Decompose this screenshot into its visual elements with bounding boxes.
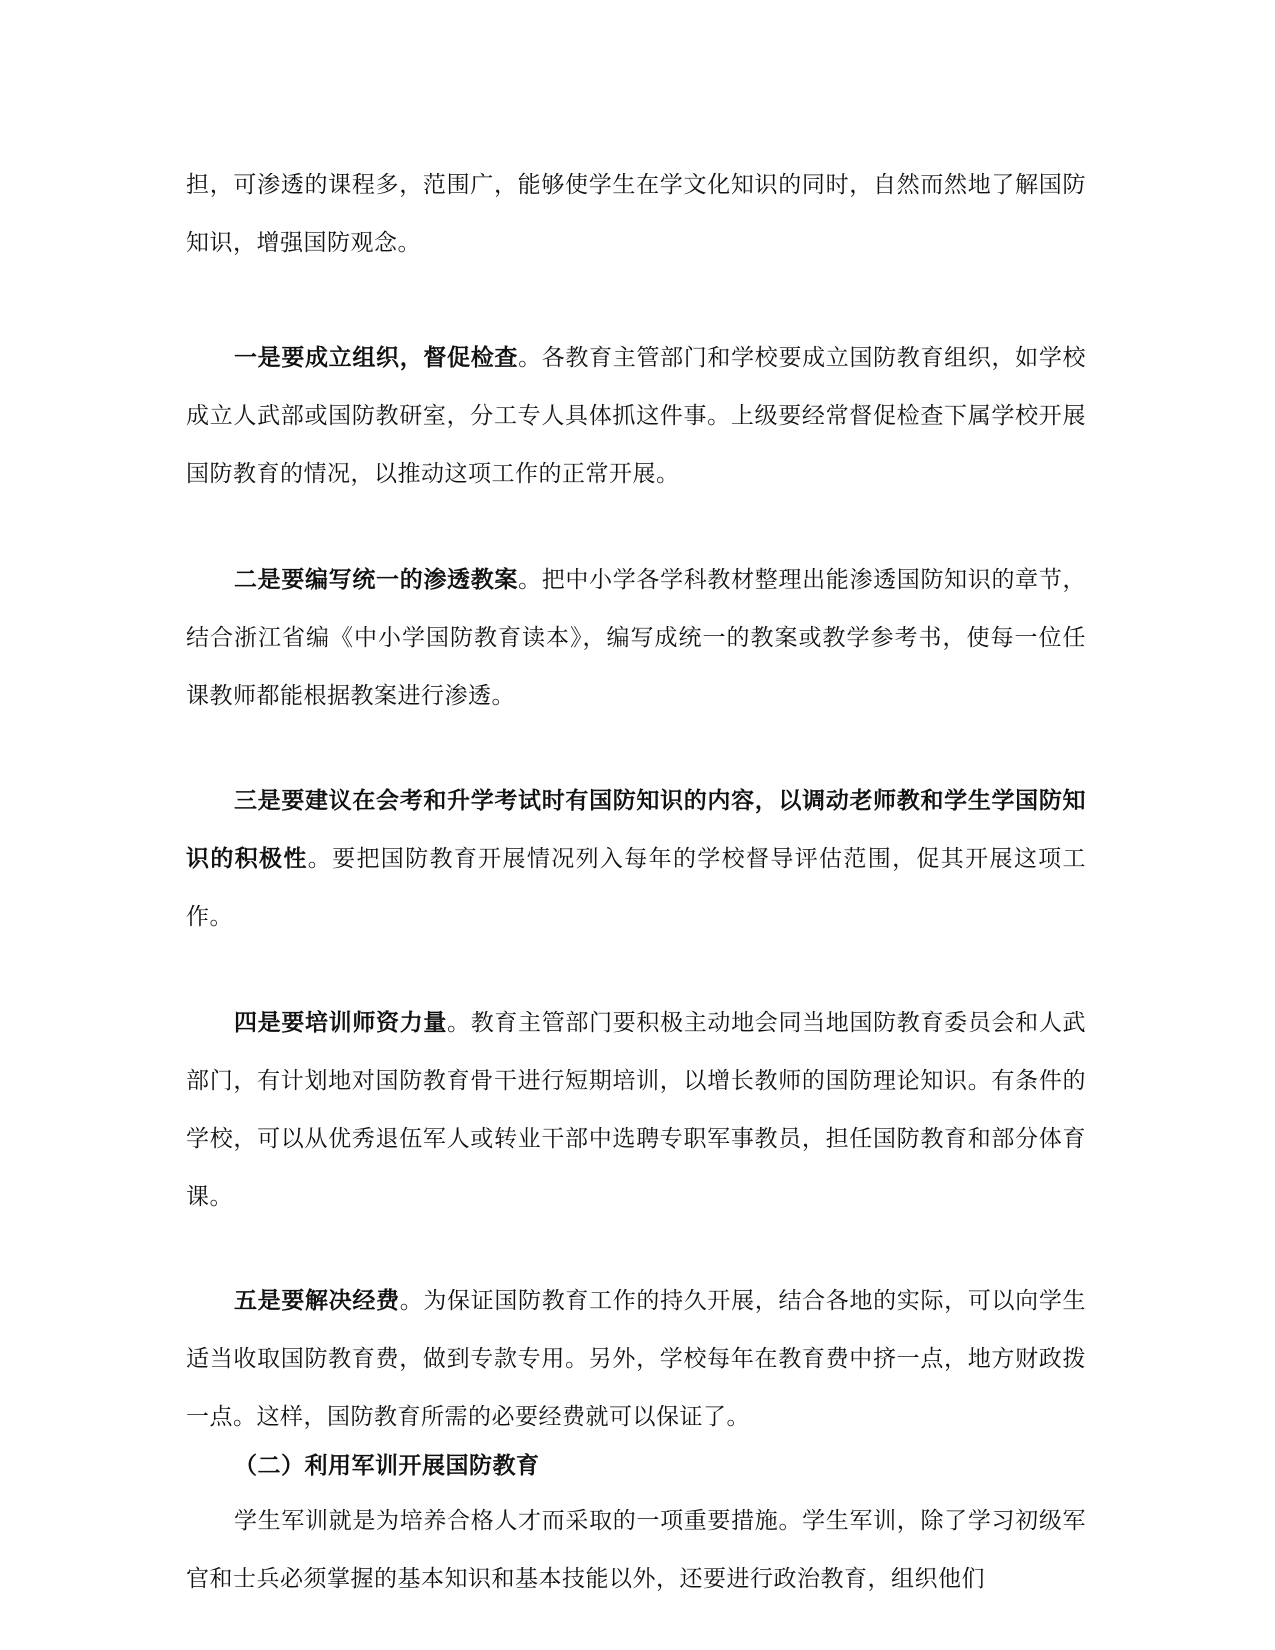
paragraph-text: 学生军训就是为培养合格人才而采取的一项重要措施。学生军训，除了学习初级军官和士兵必须掌握的基本知识和基本技能以外，还要进行政治教育，组织他们 <box>186 1508 1086 1592</box>
paragraph-text: 。把中小学各学科教材整理出能渗透国防知识的章节，结合浙江省编《中小学国防教育读本》，编写成统一的教案或教学参考书，使每一位任课教师都能根据教案进行渗透。 <box>186 567 1087 709</box>
paragraph-continuation <box>186 156 1086 272</box>
paragraph-unified-lesson-plans <box>186 551 1086 725</box>
paragraph-text: 。各教育主管部门和学校要成立国防教育组织，如学校成立人武部或国防教研室，分工专人具体抓这件事。上级要经常督促检查下属学校开展国防教育的情况，以推动这项工作的正常开展。 <box>186 345 1087 487</box>
paragraph-military-training <box>186 1492 1086 1608</box>
section-heading: （二）利用军训开展国防教育 <box>234 1452 540 1479</box>
paragraph-lead: 二是要编写统一的渗透教案 <box>234 566 519 593</box>
paragraph-lead: 五是要解决经费 <box>234 1287 400 1314</box>
paragraph-funding <box>186 1272 1086 1446</box>
paragraph-lead: 三是要建议在会考和升学考试时有国防知识的内容，以调动老师教和学生学国防知识的积极性 <box>186 787 1086 872</box>
paragraph-lead: 四是要培训师资力量 <box>234 1009 448 1036</box>
paragraph-text: 。为保证国防教育工作的持久开展，结合各地的实际，可以向学生适当收取国防教育费，做到专款专用。另外，学校每年在教育费中挤一点，地方财政拨一点。这样，国防教育所需的必要经费就可以保证了。 <box>186 1288 1087 1430</box>
paragraph-exam-content <box>186 772 1086 946</box>
paragraph-lead: 一是要成立组织，督促检查 <box>234 344 519 371</box>
paragraph-text: 。要把国防教育开展情况列入每年的学校督导评估范围，促其开展这项工作。 <box>186 846 1087 930</box>
paragraph-text: 。教育主管部门要积极主动地会同当地国防教育委员会和人武部门，有计划地对国防教育骨干进行短期培训，以增长教师的国防理论知识。有条件的学校，可以从优秀退伍军人或转业干部中选聘专职军事教员，担任国防教育和部分体育课。 <box>186 1010 1087 1210</box>
paragraph-establish-organization <box>186 329 1086 503</box>
paragraph-teacher-training <box>186 994 1086 1226</box>
paragraph-text: 担，可渗透的课程多，范围广，能够使学生在学文化知识的同时，自然而然地了解国防知识，增强国防观念。 <box>186 172 1086 256</box>
